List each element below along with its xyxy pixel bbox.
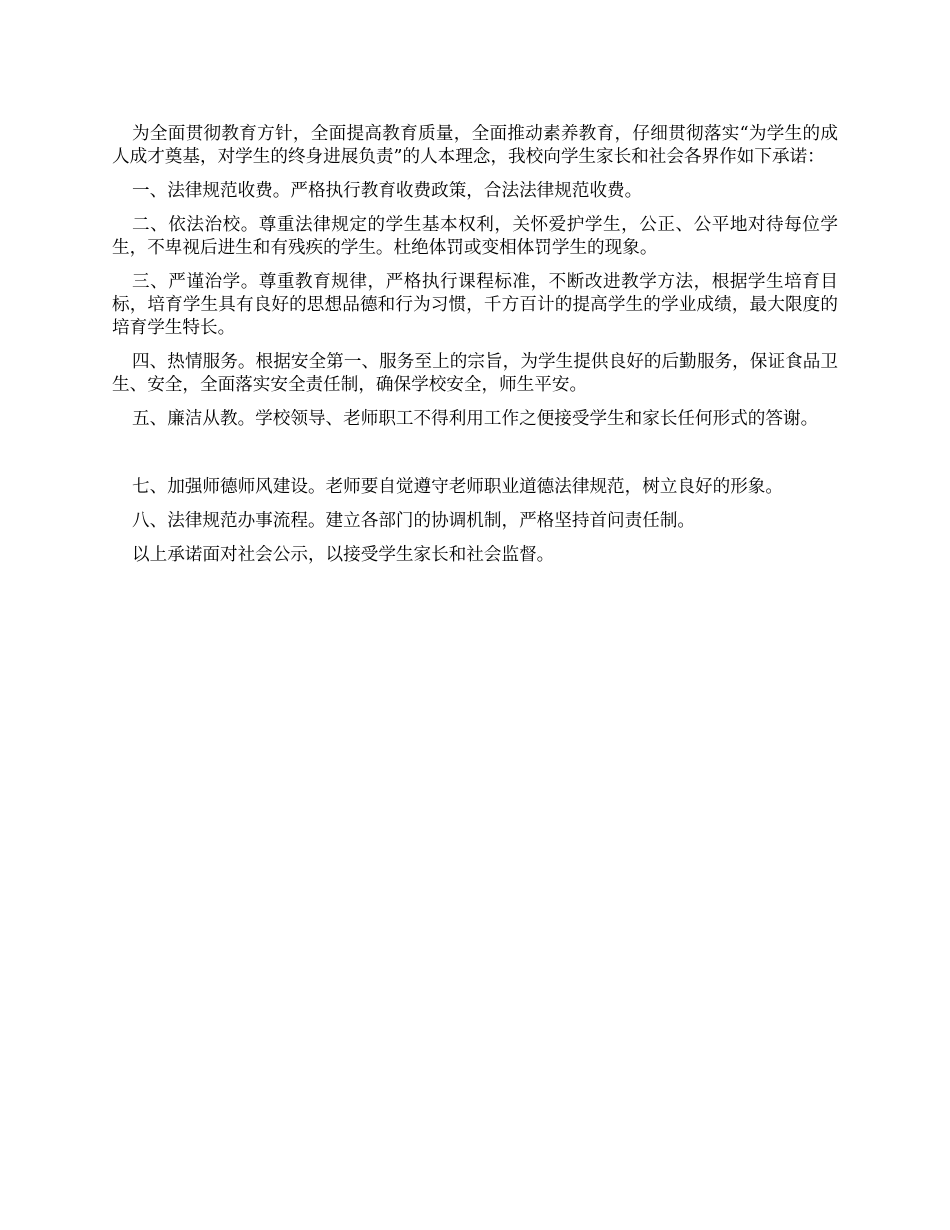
- blank-gap: [112, 442, 838, 476]
- commitment-8-paragraph: 八、法律规范办事流程。建立各部门的协调机制，严格坚持首问责任制。: [132, 511, 696, 531]
- commitment-2-paragraph: 二、依法治校。尊重法律规定的学生基本权利，关怀爱护学生，公正、公平地对待每位学生，不卑视后进生和有残疾的学生。杜绝体罚或变相体罚学生的现象。: [112, 215, 838, 258]
- commitment-3-paragraph: 三、严谨治学。尊重教育规律，严格执行课程标准，不断改进教学方法，根据学生培育目标，培育学生具有良好的思想品德和行为习惯，千方百计的提高学生的学业成绩，最大限度的培育学生特长。: [112, 272, 838, 338]
- intro-paragraph: 为全面贯彻教育方针，全面提高教育质量，全面推动素养教育，仔细贯彻落实“为学生的成人成才奠基，对学生的终身进展负责”的人本理念，我校向学生家长和社会各界作如下承诺：: [112, 124, 838, 167]
- commitment-5-paragraph: 五、廉洁从教。学校领导、老师职工不得利用工作之便接受学生和家长任何形式的答谢。: [132, 409, 819, 429]
- closing-paragraph: 以上承诺面对社会公示，以接受学生家长和社会监督。: [132, 545, 555, 565]
- document-body: [112, 123, 838, 578]
- commitment-4-paragraph: 四、热情服务。根据安全第一、服务至上的宗旨，为学生提供良好的后勤服务，保证食品卫生、安全，全面落实安全责任制，确保学校安全，师生平安。: [112, 352, 838, 395]
- commitment-7-paragraph: 七、加强师德师风建设。老师要自觉遵守老师职业道德法律规范，树立良好的形象。: [132, 477, 783, 497]
- commitment-1-paragraph: 一、法律规范收费。严格执行教育收费政策，合法法律规范收费。: [132, 181, 643, 201]
